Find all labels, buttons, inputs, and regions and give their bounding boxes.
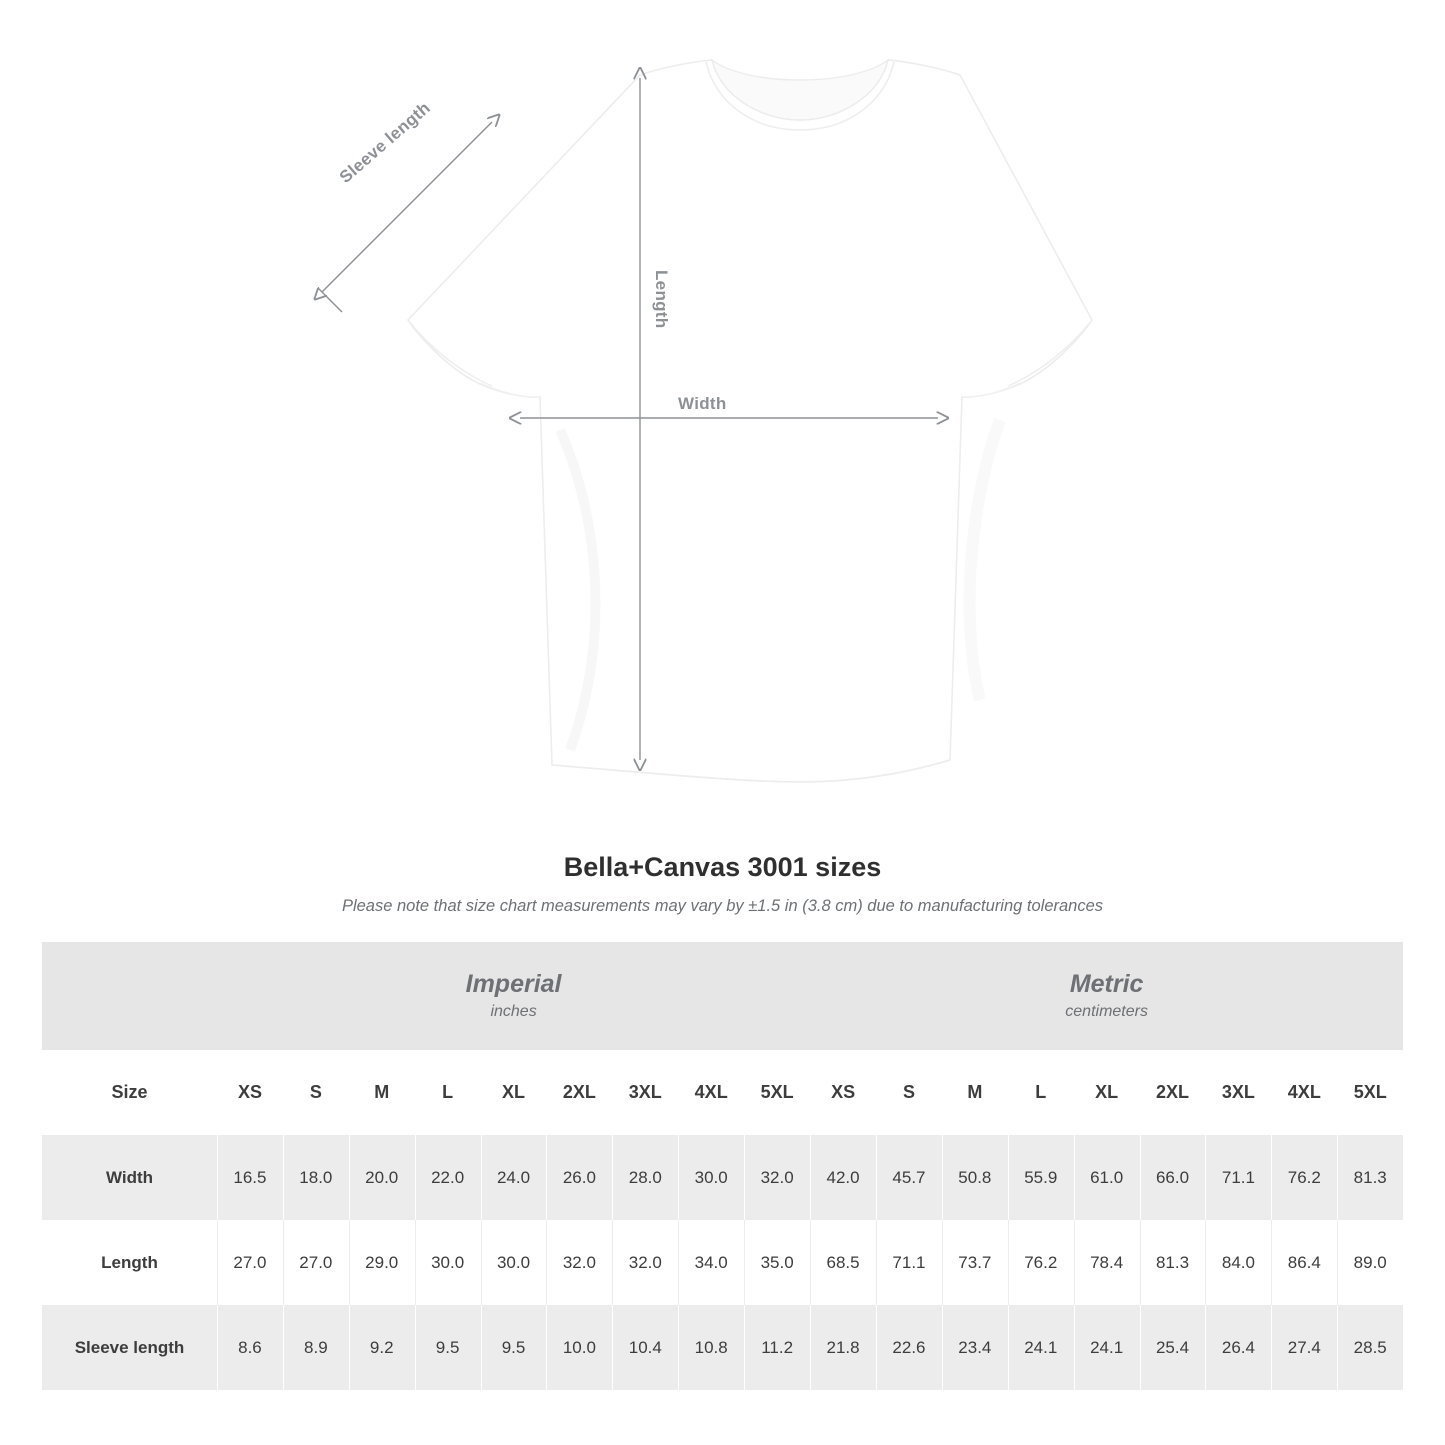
size-header-cell: 4XL (678, 1050, 744, 1135)
sleeve-tick-bottom (318, 288, 342, 312)
cell-width: 55.9 (1008, 1135, 1074, 1220)
size-header-cell: XS (810, 1050, 876, 1135)
size-header-cell: S (876, 1050, 942, 1135)
cell-length: 76.2 (1008, 1220, 1074, 1305)
width-label: Width (672, 392, 733, 416)
cell-sleeve: 9.5 (481, 1305, 547, 1390)
cell-width: 30.0 (678, 1135, 744, 1220)
unit-sub-metric: centimeters (1065, 1003, 1148, 1021)
table-row-width (42, 1135, 1403, 1220)
cell-length: 30.0 (481, 1220, 547, 1305)
cell-sleeve: 10.8 (678, 1305, 744, 1390)
cell-width: 20.0 (349, 1135, 415, 1220)
cell-length: 27.0 (283, 1220, 349, 1305)
cell-length: 34.0 (678, 1220, 744, 1305)
row-label-sleeve-length: Sleeve length (42, 1305, 217, 1390)
tolerance-note: Please note that size chart measurements may vary by ±1.5 in (3.8 cm) due to manufacturing tolerances (341, 897, 1104, 915)
unit-header-row (42, 942, 1403, 1050)
cell-sleeve: 28.5 (1337, 1305, 1403, 1390)
tshirt-shape (408, 60, 1092, 782)
cell-sleeve: 9.2 (349, 1305, 415, 1390)
cell-length: 89.0 (1337, 1220, 1403, 1305)
size-header-cell: XL (1074, 1050, 1140, 1135)
unit-name-metric: Metric (1069, 969, 1144, 998)
cell-length: 35.0 (744, 1220, 810, 1305)
cell-sleeve: 8.6 (217, 1305, 283, 1390)
cell-sleeve: 25.4 (1140, 1305, 1206, 1390)
size-header-cell: S (283, 1050, 349, 1135)
title-block (0, 852, 1445, 916)
cell-width: 66.0 (1140, 1135, 1206, 1220)
page-title: Bella+Canvas 3001 sizes (563, 852, 882, 882)
cell-sleeve: 11.2 (744, 1305, 810, 1390)
length-label: Length (652, 270, 671, 329)
size-table (42, 942, 1403, 1390)
size-header-cell: 3XL (612, 1050, 678, 1135)
size-header-cell: 3XL (1205, 1050, 1271, 1135)
unit-header-blank (42, 942, 217, 1050)
size-table-wrap (42, 942, 1403, 1390)
unit-header-metric (810, 942, 1403, 1050)
cell-length: 68.5 (810, 1220, 876, 1305)
unit-name-imperial: Imperial (465, 969, 562, 998)
cell-width: 16.5 (217, 1135, 283, 1220)
size-header-row (42, 1050, 1403, 1135)
size-header-cell: L (1008, 1050, 1074, 1135)
size-header-cell: 2XL (1140, 1050, 1206, 1135)
cell-sleeve: 24.1 (1074, 1305, 1140, 1390)
cell-length: 30.0 (415, 1220, 481, 1305)
cell-width: 76.2 (1271, 1135, 1337, 1220)
cell-width: 71.1 (1205, 1135, 1271, 1220)
cell-width: 61.0 (1074, 1135, 1140, 1220)
size-header-cell: M (349, 1050, 415, 1135)
cell-sleeve: 8.9 (283, 1305, 349, 1390)
size-header-cell: XS (217, 1050, 283, 1135)
cell-length: 29.0 (349, 1220, 415, 1305)
cell-width: 32.0 (744, 1135, 810, 1220)
size-header-cell: 5XL (1337, 1050, 1403, 1135)
size-header-cell: 4XL (1271, 1050, 1337, 1135)
cell-length: 78.4 (1074, 1220, 1140, 1305)
cell-width: 18.0 (283, 1135, 349, 1220)
cell-width: 24.0 (481, 1135, 547, 1220)
cell-length: 32.0 (546, 1220, 612, 1305)
cell-width: 22.0 (415, 1135, 481, 1220)
size-header-cell: L (415, 1050, 481, 1135)
cell-length: 32.0 (612, 1220, 678, 1305)
row-label-length: Length (42, 1220, 217, 1305)
cell-sleeve: 23.4 (942, 1305, 1008, 1390)
cell-length: 81.3 (1140, 1220, 1206, 1305)
cell-length: 71.1 (876, 1220, 942, 1305)
cell-width: 81.3 (1337, 1135, 1403, 1220)
cell-width: 42.0 (810, 1135, 876, 1220)
table-row-sleeve-length (42, 1305, 1403, 1390)
cell-sleeve: 10.4 (612, 1305, 678, 1390)
unit-header-imperial (217, 942, 810, 1050)
cell-sleeve: 9.5 (415, 1305, 481, 1390)
size-header-cell: 5XL (744, 1050, 810, 1135)
table-row-length (42, 1220, 1403, 1305)
cell-width: 26.0 (546, 1135, 612, 1220)
cell-width: 28.0 (612, 1135, 678, 1220)
row-label-width: Width (42, 1135, 217, 1220)
cell-sleeve: 22.6 (876, 1305, 942, 1390)
cell-sleeve: 26.4 (1205, 1305, 1271, 1390)
cell-width: 45.7 (876, 1135, 942, 1220)
size-header-cell: M (942, 1050, 1008, 1135)
sleeve-length-label: Sleeve length (335, 98, 434, 187)
cell-sleeve: 10.0 (546, 1305, 612, 1390)
cell-width: 50.8 (942, 1135, 1008, 1220)
cell-length: 27.0 (217, 1220, 283, 1305)
cell-sleeve: 27.4 (1271, 1305, 1337, 1390)
size-header-cell: XL (481, 1050, 547, 1135)
cell-sleeve: 24.1 (1008, 1305, 1074, 1390)
cell-length: 73.7 (942, 1220, 1008, 1305)
size-header-label: Size (42, 1050, 217, 1135)
cell-length: 86.4 (1271, 1220, 1337, 1305)
cell-sleeve: 21.8 (810, 1305, 876, 1390)
unit-sub-imperial: inches (490, 1003, 537, 1021)
size-header-cell: 2XL (546, 1050, 612, 1135)
cell-length: 84.0 (1205, 1220, 1271, 1305)
